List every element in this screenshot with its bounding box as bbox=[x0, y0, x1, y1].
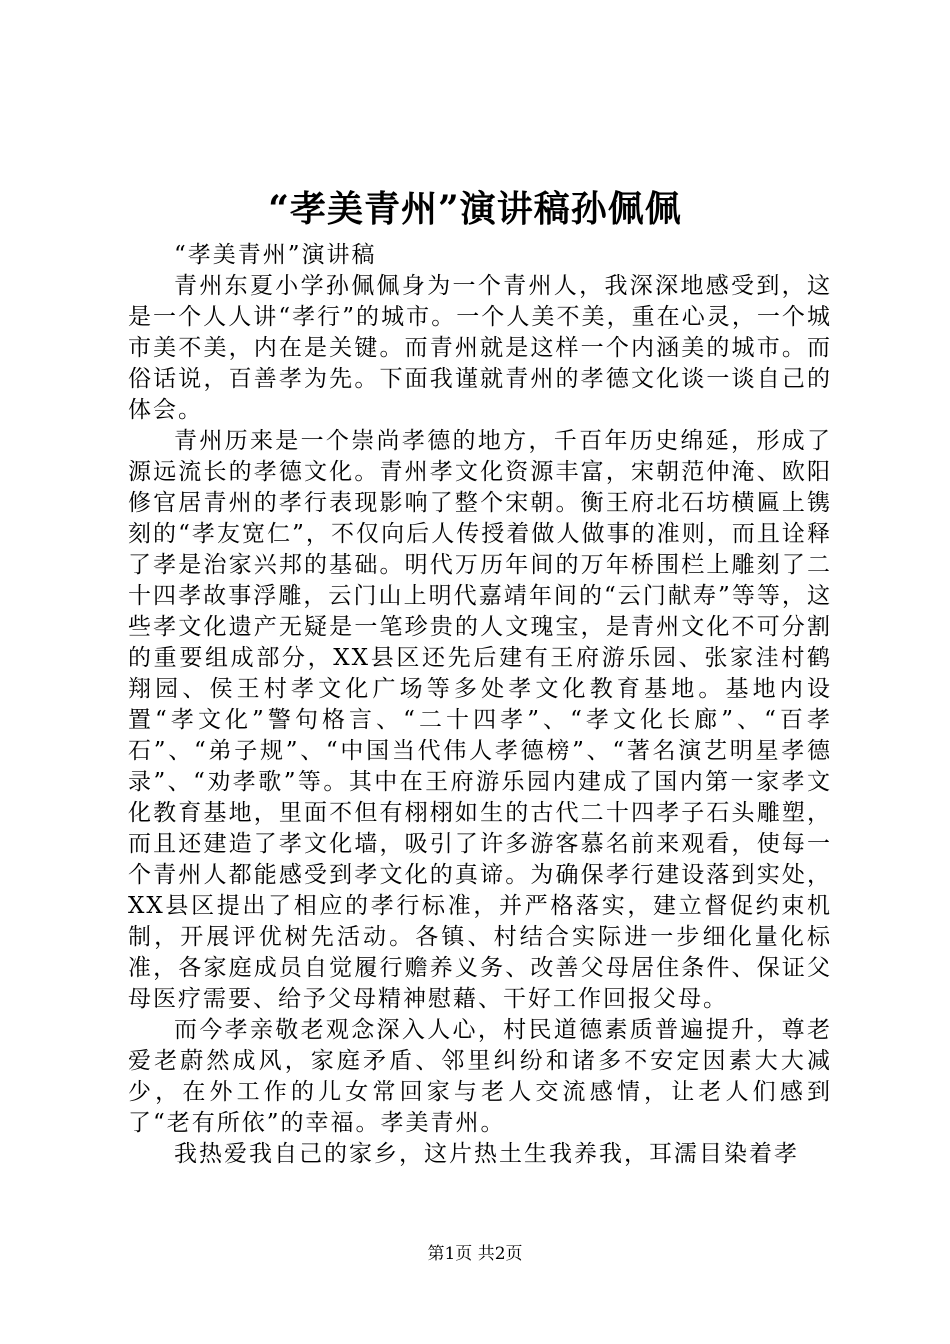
paragraph-today: 而今孝亲敬老观念深入人心，村民道德素质普遍提升，尊老爱老蔚然成风，家庭矛盾、邻里纠纷和诸多不安定因素大大减少，在外工作的儿女常回家与老人交流感情，让老人们感到了“老有所依”的幸福。孝美青州。 bbox=[128, 1017, 832, 1136]
paragraph-history: 青州历来是一个崇尚孝德的地方，千百年历史绵延，形成了源远流长的孝德文化。青州孝文化资源丰富，宋朝范仲淹、欧阳修官居青州的孝行表现影响了整个宋朝。衡王府北石坊横匾上镌刻的“孝友宽仁”，不仅向后人传授着做人做事的准则，而且诠释了孝是治家兴邦的基础。明代万历年间的万年桥围栏上雕刻了二十四孝故事浮雕，云门山上明代嘉靖年间的“云门献寿”等等，这些孝文化遗产无疑是一笔珍贵的人文瑰宝，是青州文化不可分割的重要组成部分，XX县区还先后建有王府游乐园、张家洼村鹤翔园、侯王村孝文化广场等多处孝文化教育基地。基地内设置“孝文化”警句格言、“二十四孝”、“孝文化长廊”、“百孝石”、“弟子规”、“中国当代伟人孝德榜”、“著名演艺明星孝德录”、“劝孝歌”等。其中在王府游乐园内建成了国内第一家孝文化教育基地，里面不但有栩栩如生的古代二十四孝子石头雕塑，而且还建造了孝文化墙，吸引了许多游客慕名前来观看，使每一个青州人都能感受到孝文化的真谛。为确保孝行建设落到实处，XX县区提出了相应的孝行标准，并严格落实，建立督促约束机制，开展评优树先活动。各镇、村结合实际进一步细化量化标准，各家庭成员自觉履行赡养义务、改善父母居住条件、保证父母医疗需要、给予父母精神慰藉、干好工作回报父母。 bbox=[128, 428, 832, 1012]
page-footer: 第1页 共2页 bbox=[427, 1244, 523, 1264]
paragraph-hometown: 我热爱我自己的家乡，这片热土生我养我，耳濡目染着孝 bbox=[174, 1141, 799, 1167]
document-body bbox=[128, 240, 832, 1170]
paragraph-intro: 青州东夏小学孙佩佩身为一个青州人，我深深地感受到，这是一个人人讲“孝行”的城市。一个人美不美，重在心灵，一个城市美不美，内在是关键。而青州就是这样一个内涵美的城市。而俗话说，百善孝为先。下面我谨就青州的孝德文化谈一谈自己的体会。 bbox=[128, 273, 832, 423]
document-title: “孝美青州”演讲稿孙佩佩 bbox=[268, 188, 682, 230]
paragraph-subtitle: “孝美青州”演讲稿 bbox=[174, 242, 377, 268]
